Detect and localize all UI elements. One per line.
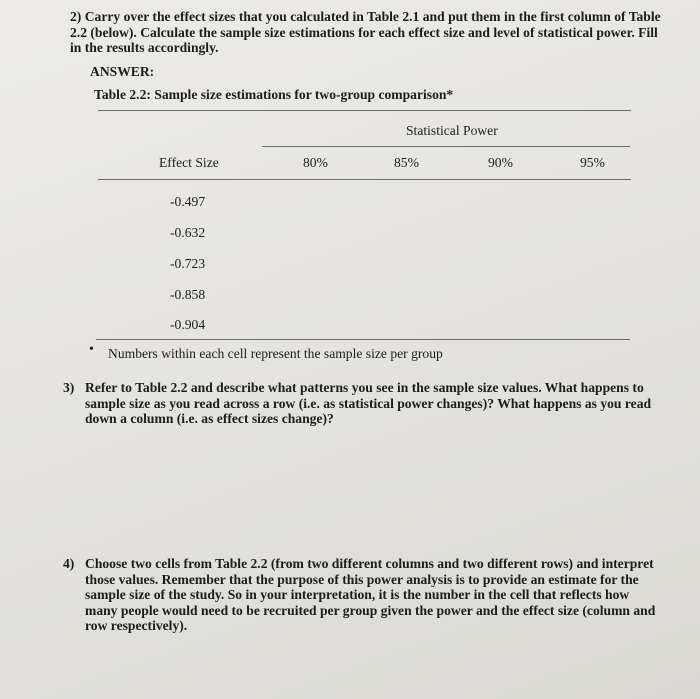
col-header-85: 85% [394,155,419,170]
table-bottom-rule [96,339,630,340]
question-3-item [63,380,663,427]
question-2-text: 2) Carry over the effect sizes that you calculated in Table 2.1 and put them in the first column of Table 2.2 (below). Calculate the sample size estimations for each effect size and level of statistical power. Fill in the results accordingly. [70,9,661,55]
header-rule [98,179,631,180]
col-header-95: 95% [580,155,605,170]
col-header-90: 90% [488,155,513,170]
spanner-rule [262,146,630,147]
statistical-power-header: Statistical Power [406,123,498,138]
question-4-item [63,556,663,634]
effect-size-cell: -0.858 [170,287,206,302]
question-4-text: Choose two cells from Table 2.2 (from two different columns and two different rows) and interpret those values. Remember that the purpose of this power analysis is to provide an estimate for the sample size of the study. So in your interpretation, it is the number in the cell that reflects how many people would need to be recruited per group given the power and the effect size (column and row respectively). [85,556,656,633]
question-3-number: 3) [63,380,75,395]
table-top-rule [98,110,631,111]
effect-size-cell: -0.632 [170,225,206,240]
table-note: Numbers within each cell represent the sample size per group [108,346,443,361]
question-3 [63,380,663,427]
question-3-text: Refer to Table 2.2 and describe what patterns you see in the sample size values. What happens to sample size as you read across a row (i.e. as statistical power changes)? What happens as you read down a column (i.e. as effect sizes change)? [85,380,652,426]
note-bullet-icon: • [89,342,94,357]
col-header-effect-size: Effect Size [159,155,219,170]
effect-size-cell: -0.723 [170,256,206,271]
question-4 [63,556,663,634]
col-header-80: 80% [303,155,328,170]
question-4-number: 4) [63,556,75,571]
table-caption: Table 2.2: Sample size estimations for two-group comparison* [94,87,454,102]
effect-size-cell: -0.904 [170,317,206,332]
question-2 [70,9,670,56]
effect-size-cell: -0.497 [170,194,206,209]
answer-label: ANSWER: [90,64,155,79]
